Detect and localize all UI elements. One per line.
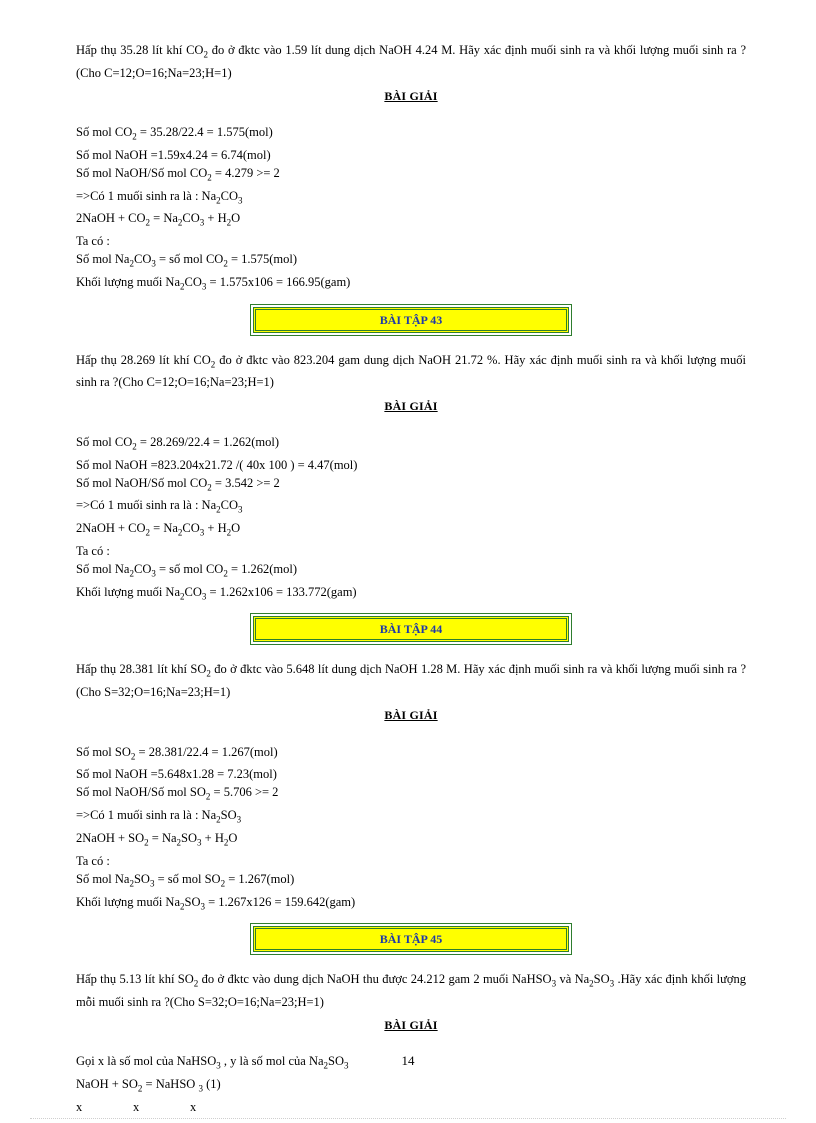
solution-line: Số mol $SO_2 = 28.381/22.4 = 1.267(mol)$	[76, 744, 278, 762]
exercise-banner	[76, 926, 746, 952]
solution-line: Số mol $Na_2CO_3$ = số mol $CO_2 = 1.262(mol)$	[76, 562, 298, 579]
solution-heading: BÀI GIẢI	[384, 88, 438, 103]
solution-line: Số mol $Na_2CO_3$ = số mol $CO_2 = 1.575(mol)$	[76, 252, 298, 269]
page-bottom-border	[30, 1118, 786, 1119]
solution-line: =>Có 1 muối sinh ra là : $Na_2SO_3$	[76, 808, 242, 825]
solution-line: NaOH + $SO_2$ = NaHSO $_3$ (1)	[76, 1077, 221, 1094]
solution-line: 2NaOH + $CO_2 = Na_2CO_3 + H_2O$	[76, 211, 241, 228]
problem-statement: Hấp thụ 5.13 lít khí $SO_2$ đo ở đktc vào dung dịch NaOH thu được 24.212 gam 2 muối NaHSO$_3$ và $Na_2SO_3$ .Hãy xác định khối lượng mỗi muối sinh ra ?(Cho S=32;O=16;Na=23;H=1)	[76, 972, 746, 1009]
solution-heading: BÀI GIẢI	[384, 1018, 438, 1033]
solution-line: Số mol NaOH =5.648x1.28 = 7.23(mol)	[76, 767, 277, 782]
solution-heading: BÀI GIẢI	[384, 708, 438, 723]
solution-line: Số mol $CO_2 = 28.269/22.4 = 1.262(mol)$	[76, 434, 279, 452]
mole-variable: x	[133, 1099, 140, 1114]
exercise-title: BÀI TẬP 43	[253, 307, 569, 333]
solution-line: Gọi x là số mol của NaHSO$_3$ , y là số mol của $Na_2SO_3$	[76, 1054, 349, 1071]
solution-line: Số mol NaOH =823.204x21.72 /( 40x 100 ) = 4.47(mol)	[76, 457, 358, 472]
solution-line: Ta có :	[76, 234, 110, 249]
exercise-banner	[76, 307, 746, 333]
mole-variable: x	[76, 1099, 83, 1114]
solution-line: Khối lượng muối $Na_2CO_3 = 1.262x106 = 133.772(gam)$	[76, 584, 357, 602]
problem-statement: Hấp thụ 28.269 lít khí $CO_2$ đo ở đktc vào 823.204 gam dung dịch NaOH 21.72 %. Hãy xác định muối sinh ra và khối lượng muối sinh ra ?(Cho C=12;O=16;Na=23;H=1)	[76, 352, 746, 390]
solution-line: 2NaOH + $CO_2 = Na_2CO_3 + H_2O$	[76, 521, 241, 538]
solution-line: Số mol NaOH/Số mol $CO_2 = 3.542 >= 2$	[76, 475, 280, 493]
problem-statement: Hấp thụ 28.381 lít khí $SO_2$ đo ở đktc vào 5.648 lít dung dịch NaOH 1.28 M. Hãy xác định muối sinh ra và khối lượng muối sinh ra ?(Cho S=32;O=16;Na=23;H=1)	[76, 662, 747, 700]
solution-line: =>Có 1 muối sinh ra là : $Na_2CO_3$	[76, 498, 243, 515]
solution-line: 2NaOH + $SO_2 = Na_2SO_3 + H_2O$	[76, 830, 238, 848]
problem-statement: Hấp thụ 35.28 lít khí $CO_2$ đo ở đktc vào 1.59 lít dung dịch NaOH 4.24 M. Hãy xác định muối sinh ra và khối lượng muối sinh ra ?(Cho C=12;O=16;Na=23;H=1)	[76, 43, 746, 80]
solution-line: =>Có 1 muối sinh ra là : $Na_2CO_3$	[76, 188, 243, 206]
solution-heading: BÀI GIẢI	[384, 398, 438, 413]
solution-line: Khối lượng muối $Na_2CO_3 = 1.575x106 = 166.95(gam)$	[76, 275, 351, 292]
solution-line: Khối lượng muối $Na_2SO_3 = 1.267x126 = 159.642(gam)$	[76, 894, 356, 911]
solution-line: Ta có :	[76, 853, 110, 868]
exercise-title: BÀI TẬP 44	[253, 616, 569, 642]
solution-line: Số mol $CO_2 = 35.28/22.4 = 1.575(mol)$	[76, 125, 273, 142]
solution-line: Ta có :	[76, 543, 110, 558]
mole-row	[76, 1098, 746, 1116]
exercise-title: BÀI TẬP 45	[253, 926, 569, 952]
page-number: 14	[401, 1053, 415, 1068]
solution-line: Số mol NaOH/Số mol $SO_2 = 5.706 >= 2$	[76, 785, 279, 802]
solution-line: Số mol NaOH =1.59x4.24 = 6.74(mol)	[76, 147, 271, 162]
mole-variable: x	[190, 1099, 197, 1114]
solution-line: Số mol NaOH/Số mol $CO_2 = 4.279 >= 2$	[76, 166, 280, 183]
exercise-banner	[76, 616, 746, 642]
document-content	[76, 41, 746, 1116]
solution-line: Số mol $Na_2SO_3$ = số mol $SO_2 = 1.267(mol)$	[76, 871, 295, 889]
